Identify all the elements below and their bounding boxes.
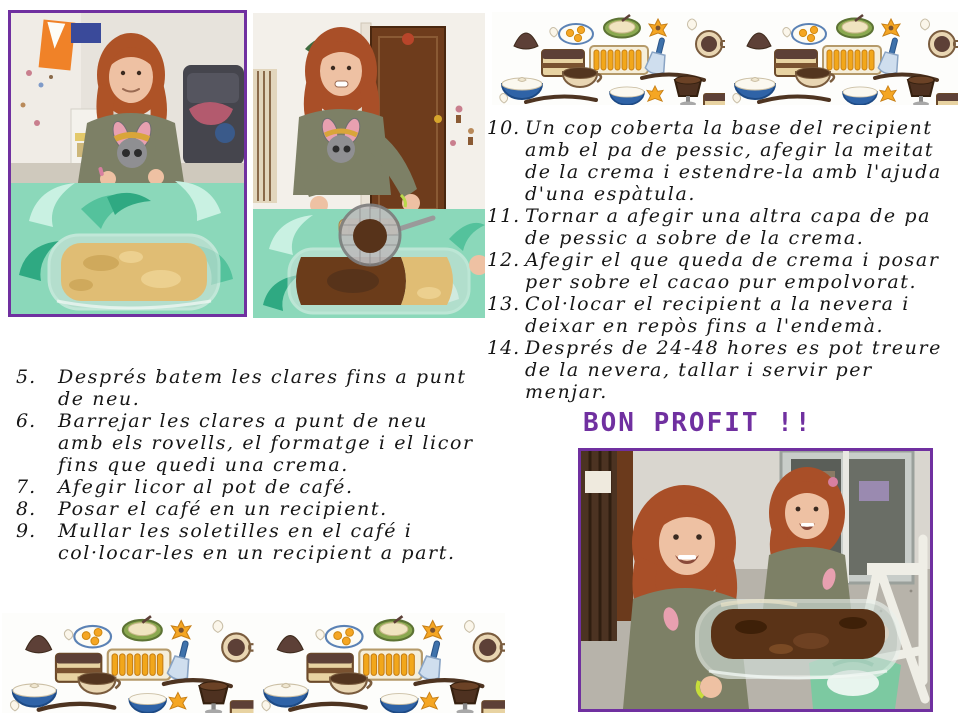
recipe-step-11 [487,205,953,249]
step-text: Posar el café en un recipient. [58,498,388,520]
step-text: Col·locar el recipient a la nevera i deixar en repòs fins a l'endemà. [525,293,910,337]
photo-cocoa-sifting [253,13,485,318]
tiramisu-doodle-banner-bottom [2,613,505,713]
radiator [253,69,277,203]
step-text: Mullar les soletilles en el café i col·locar-les en un recipient a part. [58,520,456,564]
photo-sponge-base [8,10,247,317]
photo-cocoa-sifting-illustration [253,13,485,318]
step-text: Després de 24-48 hores es pot treure de la nevera, tallar i servir per menjar. [525,337,942,403]
shelf-box [71,23,101,43]
step-number: 5. [16,366,37,388]
step-number: 7. [16,476,37,498]
step-number: 13. [487,293,521,315]
step-text: Afegir el que queda de crema i posar per sobre el cacao pur empolvorat. [525,249,940,293]
orange-poster [39,19,76,70]
step-text: Un cop coberta la base del recipient amb el pa de pessic, afegir la meitat de la crema i estendre-la amb l'ajuda d'una espàtula. [525,117,942,205]
step-number: 8. [16,498,37,520]
tiramisu-doodle-pattern [2,613,505,713]
photo-finished-tiramisu [578,448,933,712]
tiramisu-doodle-pattern [492,12,958,105]
recipe-step-9 [16,520,478,564]
recipe-step-5 [16,366,478,410]
dark-sofa [183,65,244,165]
tiramisu-doodle-banner-top [492,12,958,105]
step-number: 11. [487,205,521,227]
step-text: Afegir licor al pot de café. [58,476,354,498]
recipe-step-10 [487,117,953,205]
step-number: 9. [16,520,37,542]
recipe-steps-left [16,366,478,564]
step-number: 6. [16,410,37,432]
step-number: 14. [487,337,521,359]
step-text: Després batem les clares fins a punt de neu. [58,366,467,410]
step-text: Tornar a afegir una altra capa de pa de pessic a sobre de la crema. [525,205,932,249]
photo-sponge-base-illustration [11,13,244,314]
recipe-step-12 [487,249,953,293]
recipe-step-6 [16,410,478,476]
step-text: Barrejar les clares a punt de neu amb els rovells, el formatge i el licor fins que quedi una crema. [58,410,474,476]
recipe-step-13 [487,293,953,337]
glass-dish-tiramisu [697,601,899,678]
recipe-step-8 [16,498,478,520]
step-number: 12. [487,249,521,271]
recipe-step-14 [487,337,953,403]
recipe-step-7 [16,476,478,498]
photo-finished-tiramisu-illustration [581,451,930,709]
wood-panel [581,451,633,641]
recipe-steps-right [487,117,953,403]
glass-dish-sponge [49,235,219,309]
step-number: 10. [487,117,521,139]
bon-profit-title: BON PROFIT !! [583,408,813,438]
